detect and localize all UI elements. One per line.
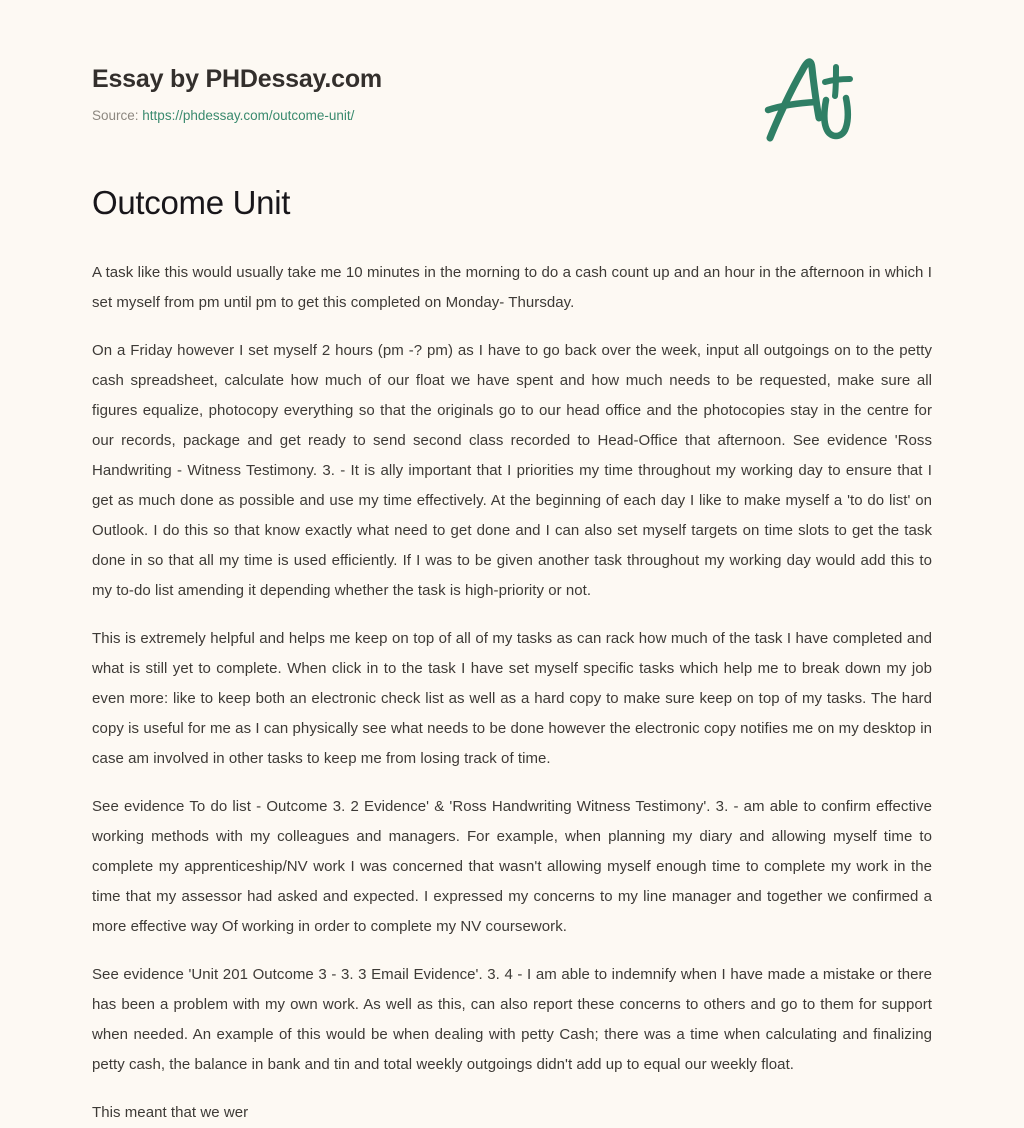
paragraph: This is extremely helpful and helps me keep on top of all of my tasks as can rack how much of the task I have completed and what is still yet to complete. When click in to the task I have set myself specific tasks which help me to break down my job even more: like to keep both an electronic check list as well as a hard copy to make sure keep on top of my tasks. The hard copy is useful for me as I can physically see what needs to be done however the electronic copy notifies me on my desktop in case am involved in other tasks to keep me from losing track of time.: [92, 629, 932, 767]
page-header: [92, 0, 932, 123]
page-title: Outcome Unit: [92, 184, 291, 221]
source-label: Source:: [92, 107, 139, 123]
paragraph: See evidence To do list - Outcome 3. 2 Evidence' & 'Ross Handwriting Witness Testimony'. 3. - am able to confirm effective working methods with my colleagues and managers. For example, when planning my diary and allowing myself time to complete my apprenticeship/NV work I was concerned that wasn't allowing myself enough time to complete my work in the time that my assessor had asked and expected. I expressed my concerns to my line manager and together we confirmed a more effective way Of working in order to complete my NV coursework.: [92, 797, 932, 935]
paragraph: A task like this would usually take me 10 minutes in the morning to do a cash count up and an hour in the afternoon in which I set myself from pm until pm to get this completed on Monday- Thursday.: [92, 263, 932, 311]
paragraph-truncated: This meant that we wer: [92, 1103, 249, 1121]
paragraph: On a Friday however I set myself 2 hours (pm -? pm) as I have to go back over the week, input all outgoings on to the petty cash spreadsheet, calculate how much of our float we have spent and how much needs to be requested, make sure all figures equalize, photocopy everything so that the originals go to our head office and the photocopies stay in the centre for our records, package and get ready to send second class recorded to Head-Office that afternoon. See evidence 'Ross Handwriting - Witness Testimony. 3. - It is ally important that I priorities my time throughout my working day to ensure that I get as much done as possible and use my time effectively. At the beginning of each day I like to make myself a 'to do list' on Outlook. I do this so that know exactly what need to get done and I can also set myself targets on time slots to get the task done in so that all my time is used efficiently. If I was to be given another task throughout my working day would add this to my to-do list amending it depending whether the task is high-priority or not.: [92, 341, 932, 599]
source-line: [92, 94, 932, 124]
essay-body: [92, 222, 932, 1128]
source-url-link[interactable]: https://phdessay.com/outcome-unit/: [142, 107, 355, 123]
site-heading: Essay by PHDessay.com: [92, 65, 382, 93]
paragraph: See evidence 'Unit 201 Outcome 3 - 3. 3 Email Evidence'. 3. 4 - I am able to indemnify when I have made a mistake or there has been a problem with my own work. As well as this, can also report these concerns to others and go to them for support when needed. An example of this would be when dealing with petty Cash; there was a time when calculating and finalizing petty cash, the balance in bank and tin and total weekly outgoings didn't add up to equal our weekly float.: [92, 965, 932, 1073]
